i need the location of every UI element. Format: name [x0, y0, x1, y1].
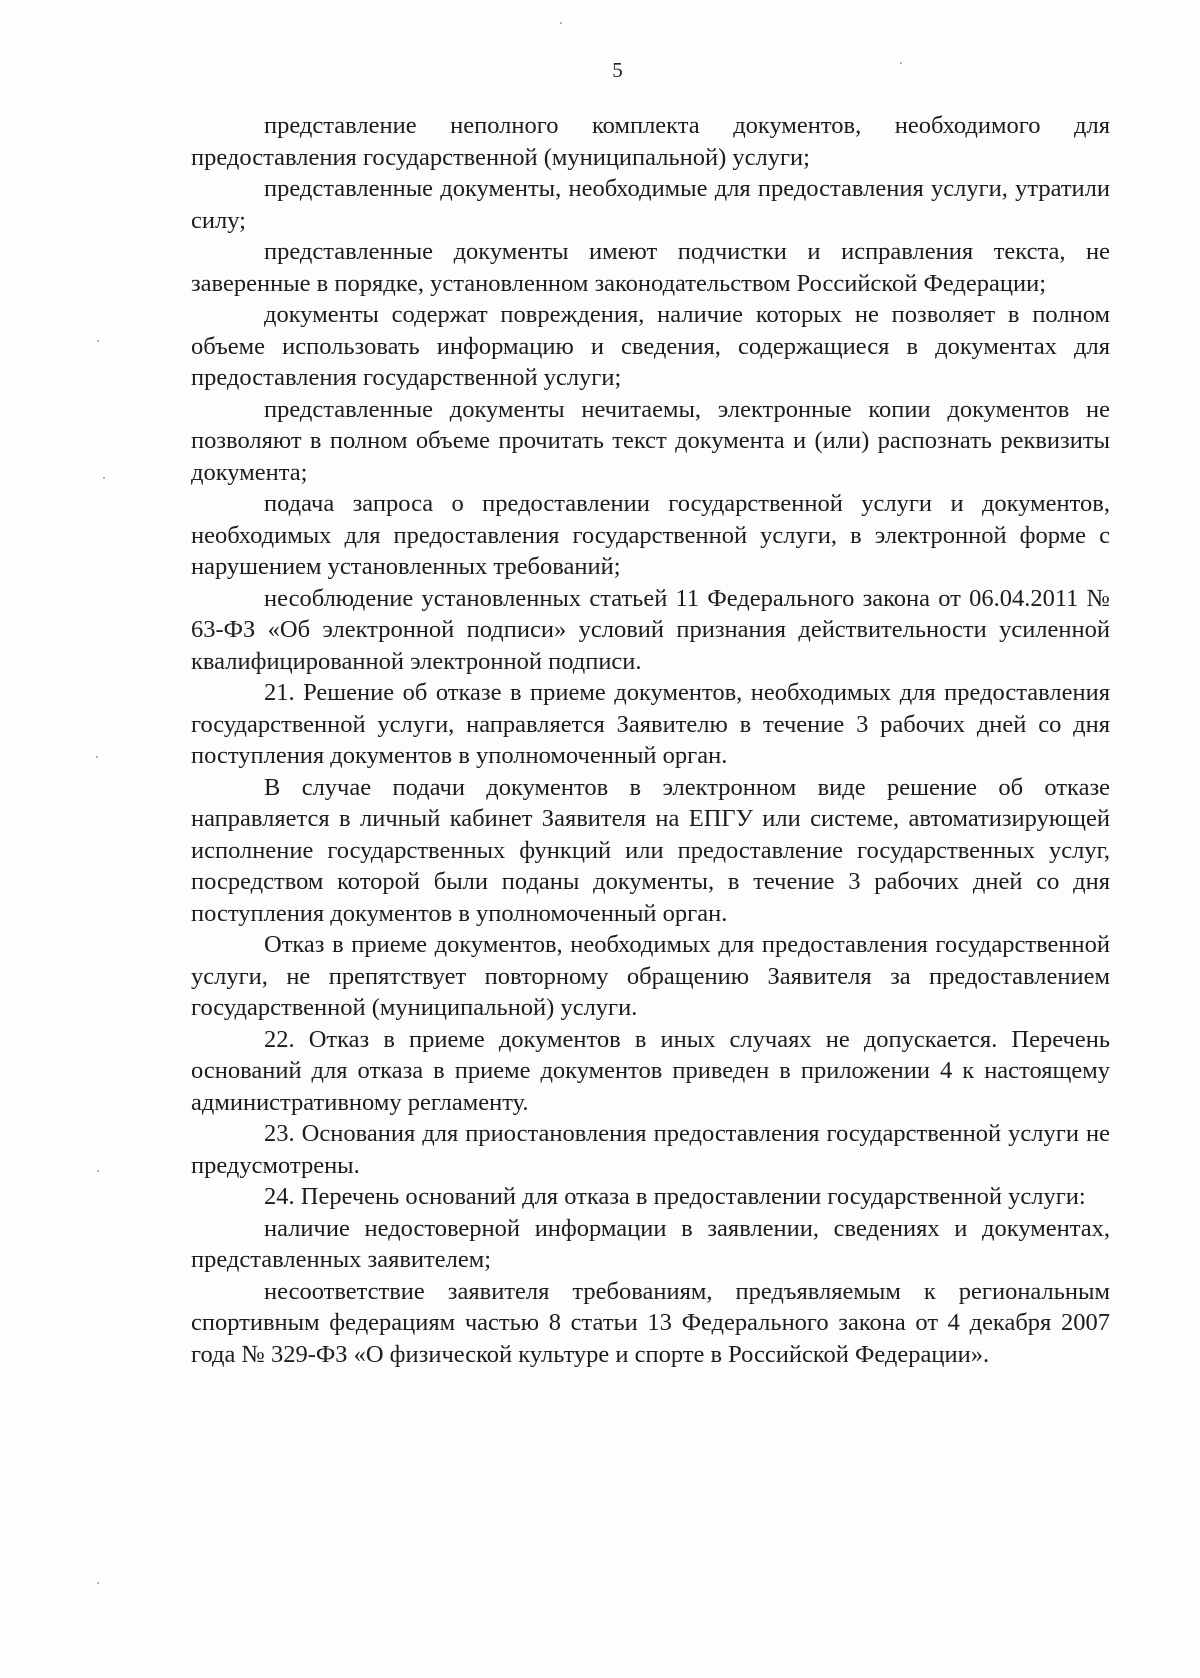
paragraph: 22. Отказ в приеме документов в иных случаях не допускается. Перечень оснований для отказа в приеме документов приведен в приложении 4 к настоящему административному регламенту.	[191, 1025, 1110, 1116]
paragraph: представленные документы имеют подчистки и исправления текста, не заверенные в порядке, установленном законодательством Российской Федерации;	[191, 238, 1110, 297]
paragraph: представление неполного комплекта документов, необходимого для предоставления государственной (муниципальной) услуги;	[191, 112, 1110, 171]
paragraph: Отказ в приеме документов, необходимых для предоставления государственной услуги, не препятствует повторному обращению Заявителя за предоставлением государственной (муниципальной) услуги.	[191, 931, 1110, 1021]
paragraph: несоответствие заявителя требованиям, предъявляемым к региональным спортивным федерациям частью 8 статьи 13 Федерального закона от 4 декабря 2007 года № 329-ФЗ «О физической культуре и спорте в Российской Федерации».	[191, 1277, 1110, 1368]
document-body	[191, 110, 1110, 1370]
paragraph: несоблюдение установленных статьей 11 Федерального закона от 06.04.2011 № 63-ФЗ «Об электронной подписи» условий признания действительности усиленной квалифицированной электронной подписи.	[191, 584, 1110, 675]
scan-speck	[97, 340, 99, 342]
scan-speck	[560, 22, 562, 24]
scan-speck	[96, 756, 98, 758]
scan-speck	[97, 1170, 99, 1172]
scan-speck	[97, 1582, 99, 1584]
scan-speck	[103, 477, 105, 479]
paragraph: В случае подачи документов в электронном виде решение об отказе направляется в личный кабинет Заявителя на ЕПГУ или системе, автоматизирующей исполнение государственных функций или предоставление государственных услуг, посредством которой были поданы документы, в течение 3 рабочих дней со дня поступления документов в уполномоченный орган.	[191, 773, 1110, 927]
paragraph: подача запроса о предоставлении государственной услуги и документов, необходимых для предоставления государственной услуги, в электронной форме с нарушением установленных требований;	[191, 490, 1110, 580]
paragraph: представленные документы нечитаемы, электронные копии документов не позволяют в полном объеме прочитать текст документа и (или) распознать реквизиты документа;	[191, 395, 1110, 486]
scan-speck	[900, 62, 902, 64]
paragraph: наличие недостоверной информации в заявлении, сведениях и документах, представленных заявителем;	[191, 1214, 1110, 1273]
paragraph: документы содержат повреждения, наличие которых не позволяет в полном объеме использовать информацию и сведения, содержащиеся в документах для предоставления государственной услуги;	[191, 301, 1110, 391]
page-number: 5	[612, 58, 623, 82]
paragraph: 21. Решение об отказе в приеме документов, необходимых для предоставления государственной услуги, направляется Заявителю в течение 3 рабочих дней со дня поступления документов в уполномоченный орган.	[191, 679, 1110, 769]
paragraph: 23. Основания для приостановления предоставления государственной услуги не предусмотрены.	[191, 1120, 1110, 1179]
paragraph: представленные документы, необходимые для предоставления услуги, утратили силу;	[191, 175, 1110, 234]
paragraph: 24. Перечень оснований для отказа в предоставлении государственной услуги:	[264, 1183, 1086, 1210]
